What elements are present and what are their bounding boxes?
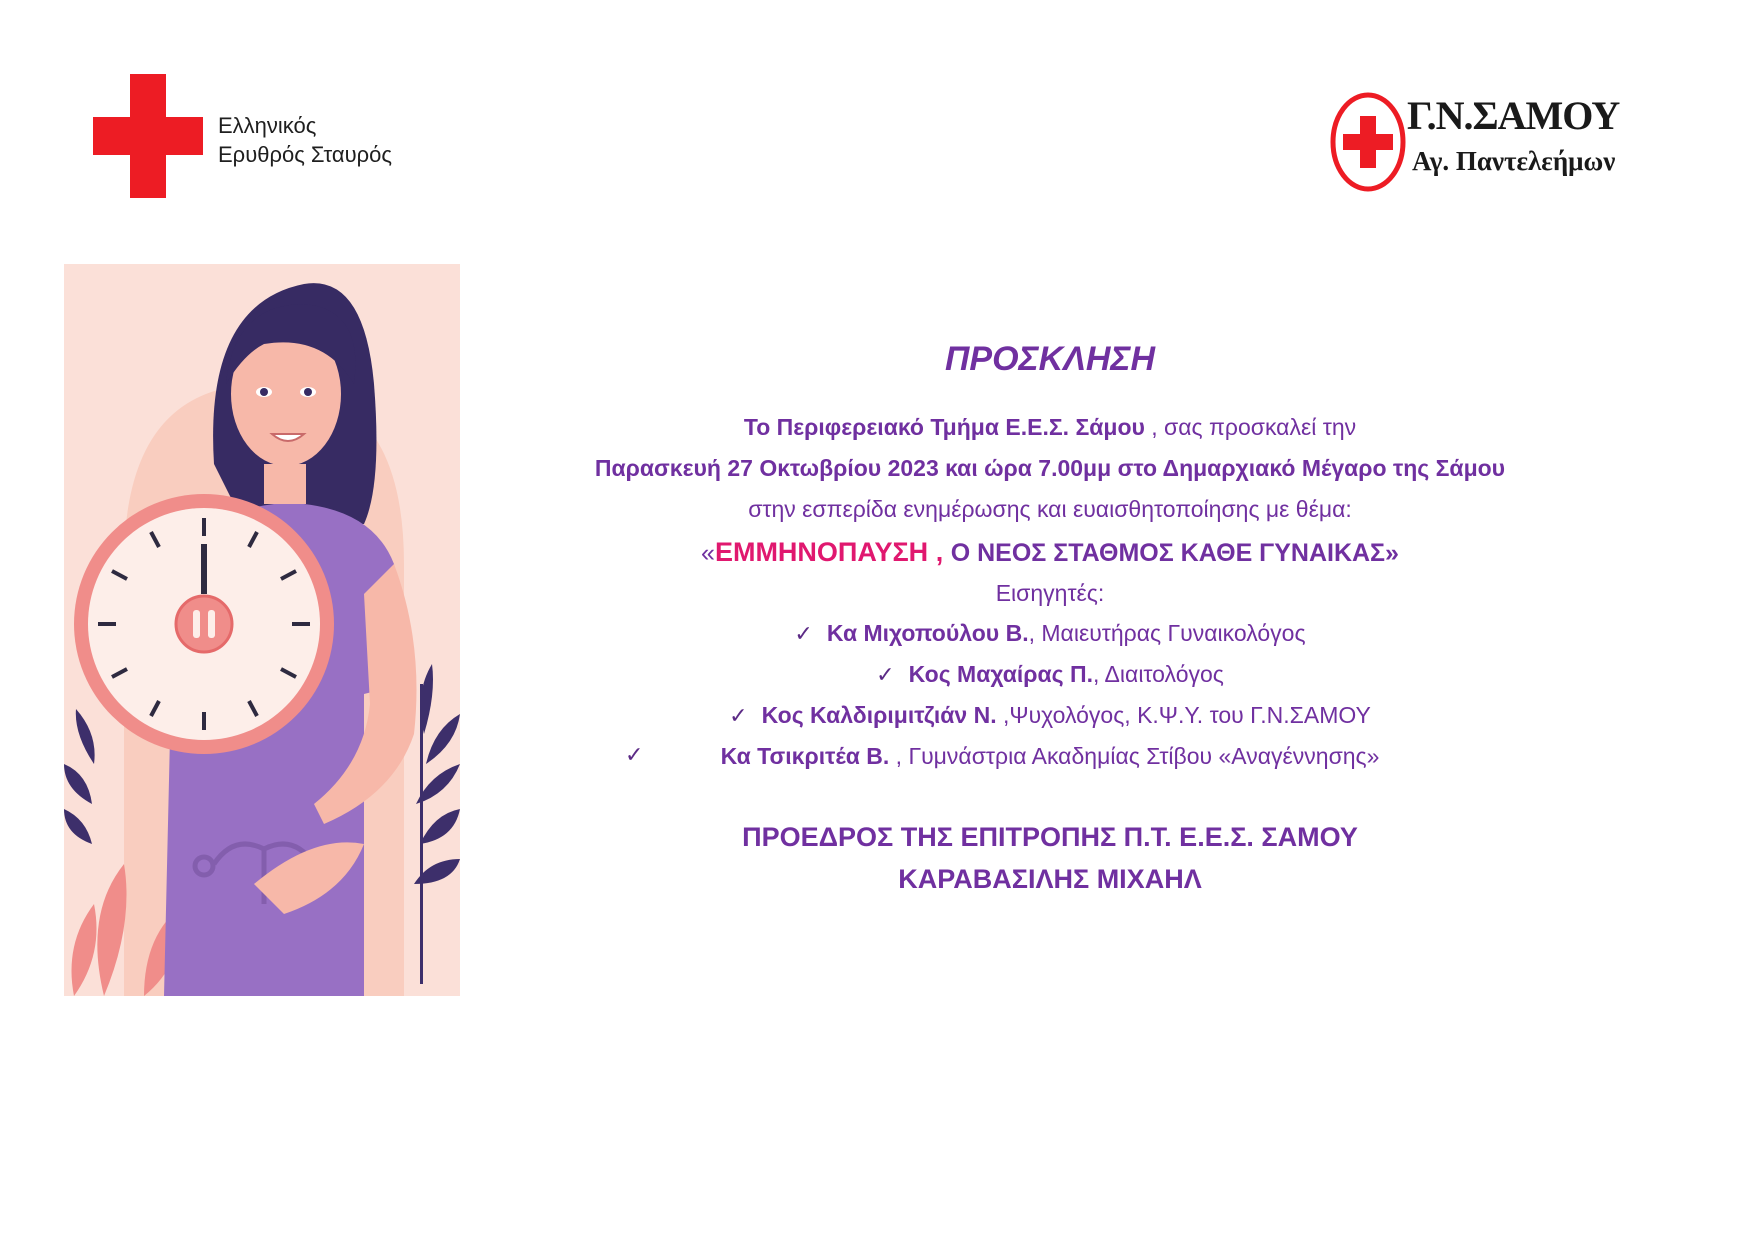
speaker-role: Μαιευτήρας Γυναικολόγος (1041, 620, 1306, 646)
speaker-sep: , (1028, 620, 1042, 646)
intro-line (500, 414, 1600, 441)
topic-rest: Ο ΝΕΟΣ ΣΤΑΘΜΟΣ ΚΑΘΕ ΓΥΝΑΙΚΑΣ» (950, 539, 1399, 567)
speaker-role: Ψυχολόγος, Κ.Ψ.Υ. του Γ.Ν.ΣΑΜΟΥ (1009, 702, 1371, 728)
topic-open-quote: « (701, 539, 715, 567)
topic-highlight: ΕΜΜΗΝΟΠΑΥΣΗ (714, 537, 929, 567)
red-cross-logo (93, 74, 433, 200)
speakers-label: Εισηγητές: (995, 580, 1105, 606)
woman-clock-illustration (64, 264, 460, 996)
red-cross-icon (93, 74, 203, 198)
topic-comma: , (928, 537, 951, 567)
speaker-item (500, 661, 1600, 688)
check-icon: ✓ (625, 743, 644, 768)
date-venue-line: Παρασκευή 27 Οκτωβρίου 2023 και ώρα 7.00μμ στο Δημαρχιακό Μέγαρο της Σάμου (594, 455, 1506, 481)
red-cross-name-line2: Ερυθρός Σταυρός (218, 142, 392, 167)
check-icon: ✓ (729, 704, 748, 729)
invitation-title: ΠΡΟΣΚΛΗΣΗ (944, 340, 1155, 378)
speaker-name: Κος Καλδιριμιτζιάν Ν. (761, 702, 997, 728)
speaker-sep: , (889, 743, 909, 769)
signature-name: ΚΑΡΑΒΑΣΙΛΗΣ ΜΙΧΑΗΛ (898, 864, 1202, 894)
speaker-item (500, 702, 1600, 729)
speaker-name: Κα Μιχοπούλου Β. (826, 620, 1029, 646)
organizer: Το Περιφερειακό Τμήμα Ε.Ε.Σ. Σάμου (743, 414, 1145, 440)
speaker-item (500, 743, 1600, 770)
hospital-title: Γ.Ν.ΣΑΜΟΥ (1407, 93, 1620, 138)
red-cross-name-line1: Ελληνικός (218, 113, 317, 138)
hospital-cross-icon (1330, 92, 1406, 192)
speaker-item (500, 620, 1600, 647)
hospital-subtitle: Αγ. Παντελεήμων (1412, 146, 1616, 176)
menopause-illustration (64, 264, 460, 996)
check-icon: ✓ (876, 663, 895, 688)
speaker-sep: , (1093, 661, 1105, 687)
speaker-role: Γυμνάστρια Ακαδημίας Στίβου «Αναγέννησης» (908, 743, 1380, 769)
red-cross-name (218, 111, 392, 169)
check-icon: ✓ (794, 622, 813, 647)
event-description-line: στην εσπερίδα ενημέρωσης και ευαισθητοποίησης με θέμα: (748, 496, 1352, 522)
speaker-name: Κος Μαχαίρας Π. (908, 661, 1094, 687)
signature-title: ΠΡΟΕΔΡΟΣ ΤΗΣ ΕΠΙΤΡΟΠΗΣ Π.Τ. Ε.Ε.Σ. ΣΑΜΟΥ (742, 822, 1358, 852)
event-topic (500, 537, 1600, 568)
hospital-logo (1330, 90, 1620, 195)
intro-rest: , σας προσκαλεί την (1144, 414, 1357, 440)
speaker-name: Κα Τσικριτέα Β. (720, 743, 890, 769)
speaker-role: Διαιτολόγος (1104, 661, 1224, 687)
speaker-sep: , (996, 702, 1010, 728)
